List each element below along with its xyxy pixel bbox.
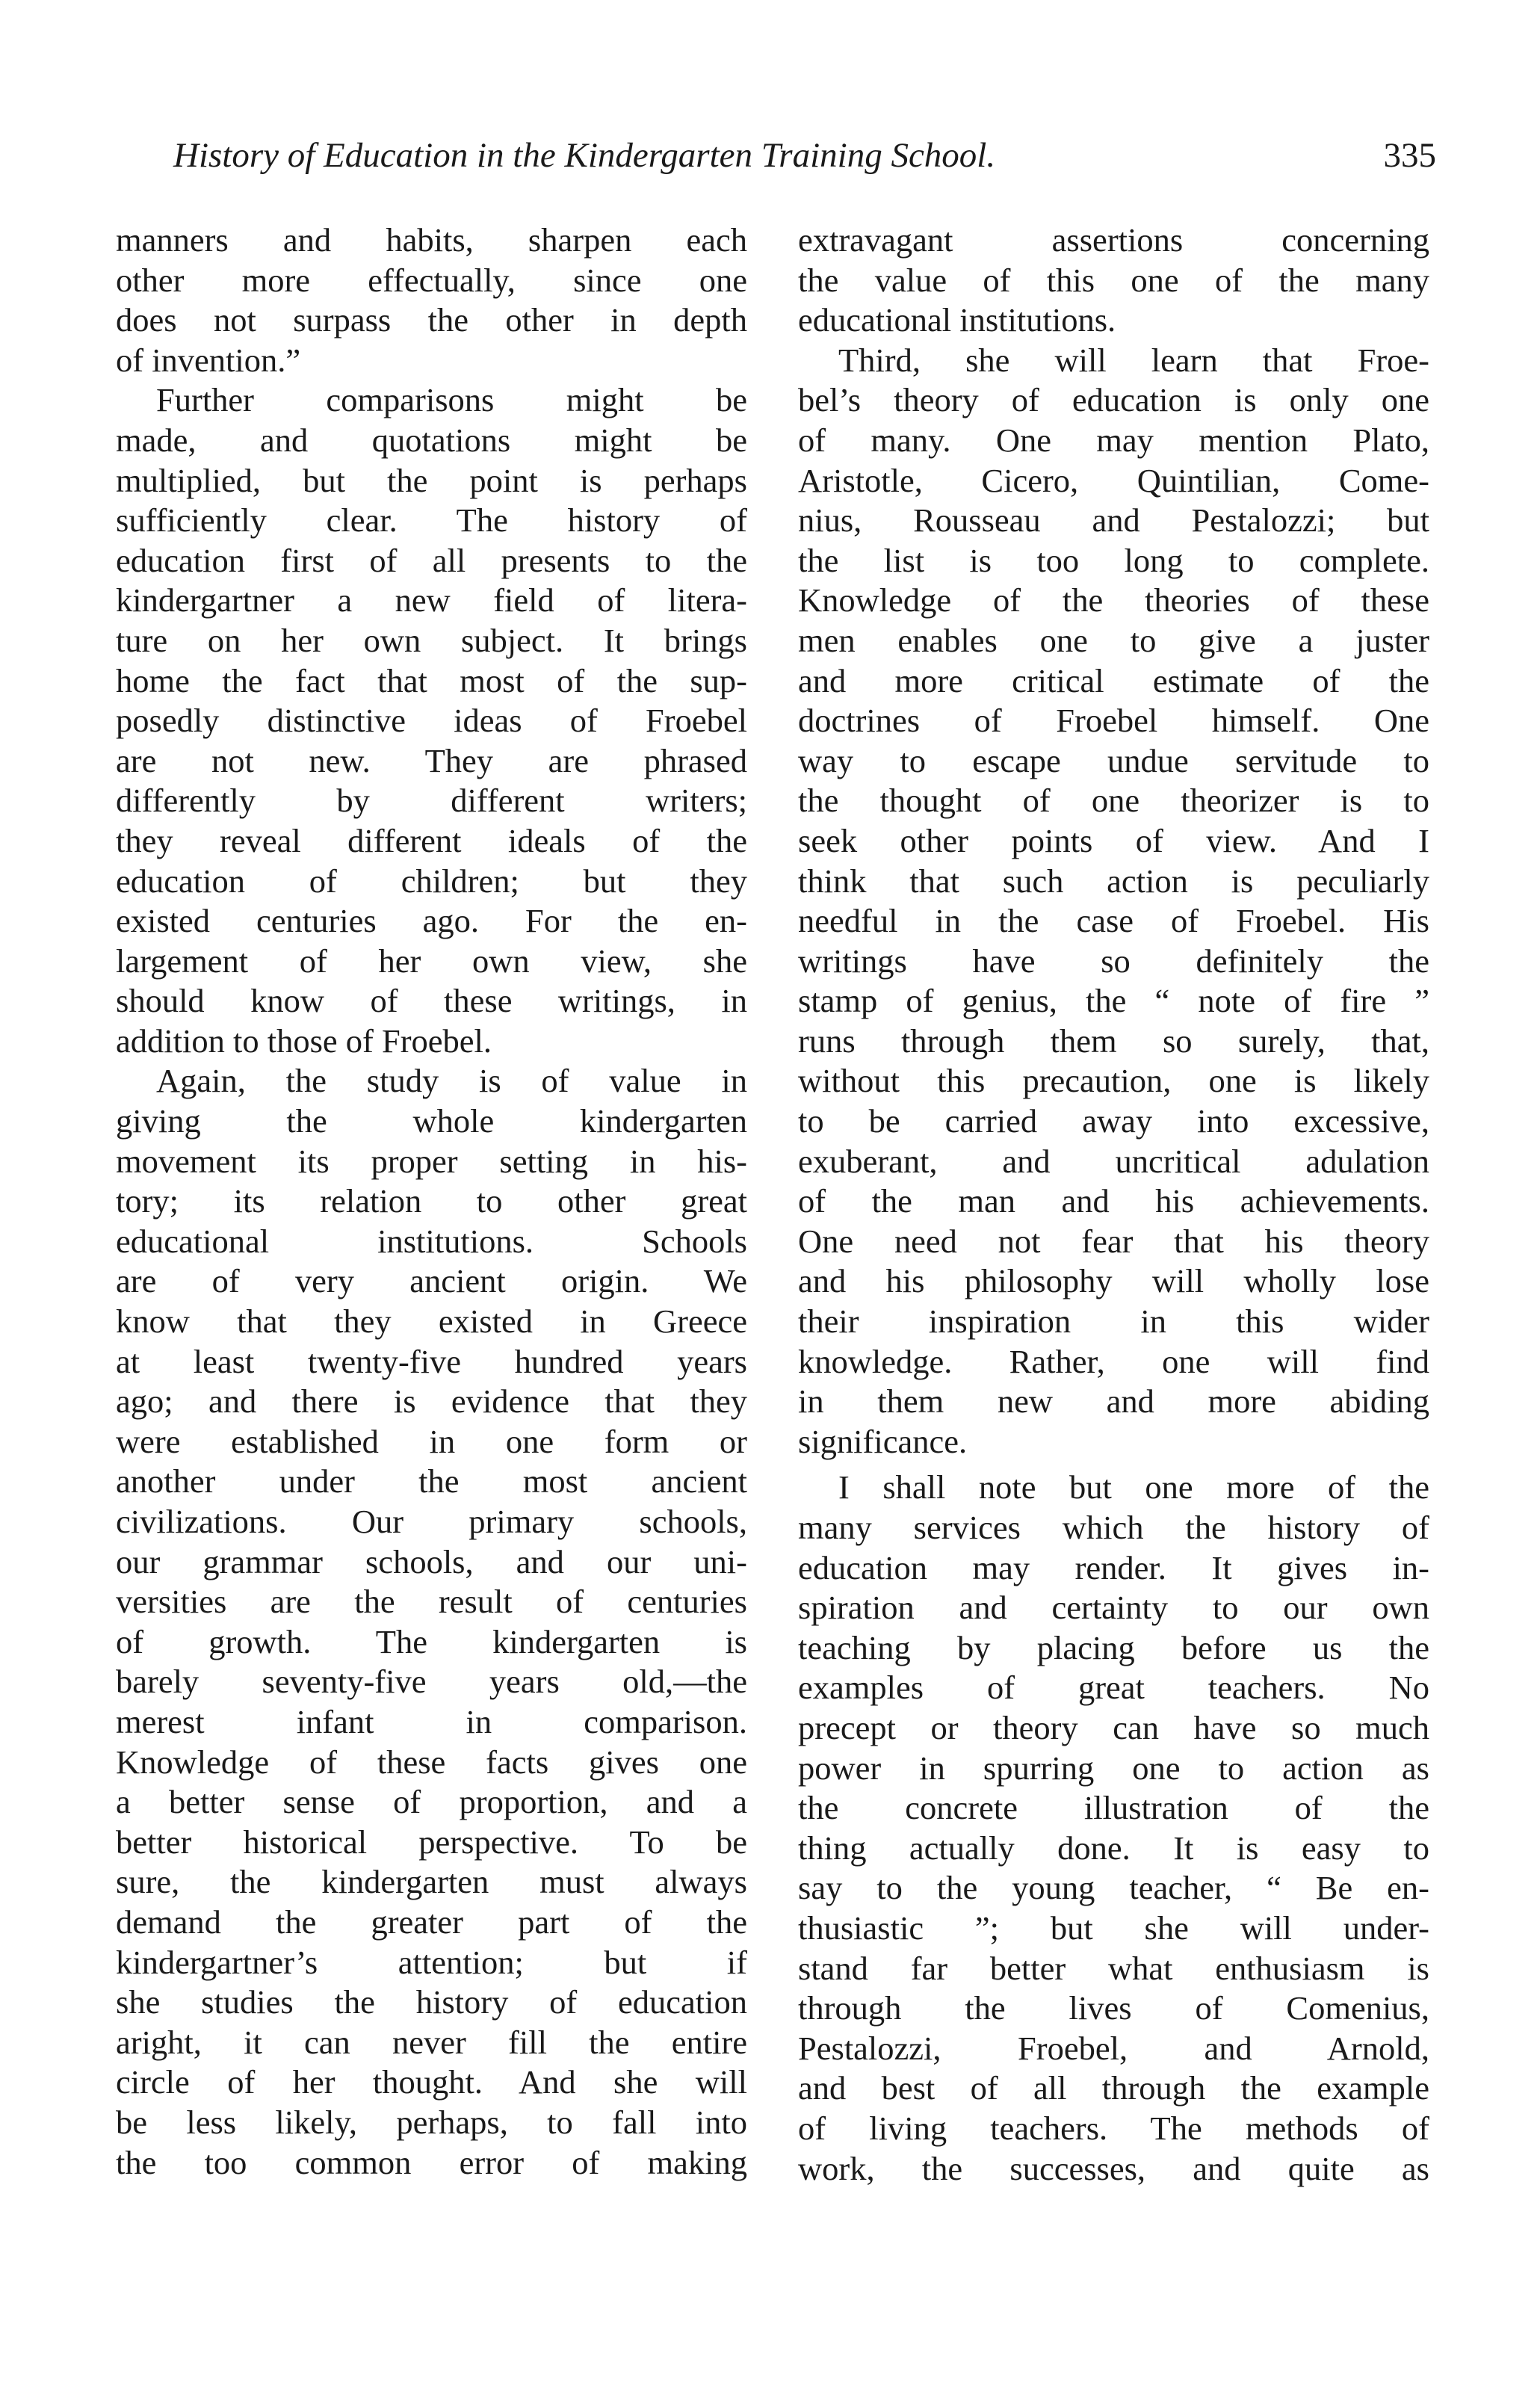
- left-column-line: barely seventy-five years old,—the: [116, 1663, 747, 1701]
- right-column-line: without this precaution, one is likely: [798, 1062, 1429, 1100]
- left-column-line: a better sense of proportion, and a: [116, 1783, 747, 1821]
- left-column-line: multiplied, but the point is perhaps: [116, 461, 747, 499]
- right-column-line: educational institutions.: [798, 301, 1116, 339]
- right-column-line: doctrines of Froebel himself. One: [798, 702, 1429, 740]
- left-column-line: sufficiently clear. The history of: [116, 501, 747, 540]
- right-column-line: writings have so definitely the: [798, 942, 1429, 980]
- right-column-line: extravagant assertions concerning: [798, 221, 1429, 259]
- left-column-line: addition to those of Froebel.: [116, 1022, 492, 1060]
- left-column-line: largement of her own view, she: [116, 942, 747, 980]
- left-column-line: sure, the kindergarten must always: [116, 1863, 747, 1901]
- right-column-line: Pestalozzi, Froebel, and Arnold,: [798, 2029, 1429, 2067]
- left-column-line: civilizations. Our primary schools,: [116, 1503, 747, 1540]
- right-column-line: many services which the history of: [798, 1509, 1429, 1546]
- left-column-line: our grammar schools, and our uni-: [116, 1542, 747, 1580]
- right-column-line: to be carried away into excessive,: [798, 1102, 1429, 1140]
- right-column-line: way to escape undue servitude to: [798, 741, 1429, 779]
- right-column-line: One need not fear that his theory: [798, 1222, 1429, 1260]
- right-column-line: runs through them so surely, that,: [798, 1022, 1429, 1060]
- left-column-line: educational institutions. Schools: [116, 1222, 747, 1260]
- right-column-line: and more critical estimate of the: [798, 661, 1429, 699]
- running-head: [173, 133, 1436, 178]
- right-column-line: and best of all through the example: [798, 2069, 1429, 2107]
- right-column-line: through the lives of Comenius,: [798, 1989, 1429, 2027]
- left-column-line: know that they existed in Greece: [116, 1302, 747, 1341]
- right-column-line: the thought of one theorizer is to: [798, 782, 1429, 820]
- right-column-line: and his philosophy will wholly lose: [798, 1262, 1429, 1300]
- left-column-line: differently by different writers;: [116, 782, 747, 820]
- right-column-line: stamp of genius, the “ note of fire ”: [798, 982, 1429, 1020]
- right-column-line: spiration and certainty to our own: [798, 1589, 1429, 1627]
- right-column-line: I shall note but one more of the: [838, 1468, 1429, 1506]
- right-column-line: exuberant, and uncritical adulation: [798, 1142, 1429, 1180]
- right-column-line: nius, Rousseau and Pestalozzi; but: [798, 501, 1429, 540]
- left-column: [116, 220, 747, 2183]
- left-column-line: other more effectually, since one: [116, 261, 747, 299]
- right-column-line: think that such action is peculiarly: [798, 862, 1429, 900]
- left-column-line: tory; its relation to other great: [116, 1182, 747, 1220]
- right-column-line: say to the young teacher, “ Be en-: [798, 1869, 1429, 1907]
- right-column-line: significance.: [798, 1422, 968, 1460]
- right-column-line: Knowledge of the theories of these: [798, 581, 1429, 619]
- left-column-line: versities are the result of centuries: [116, 1583, 747, 1621]
- left-column-line: of invention.”: [116, 341, 301, 379]
- left-column-line: posedly distinctive ideas of Froebel: [116, 702, 747, 740]
- left-column-line: ago; and there is evidence that they: [116, 1382, 747, 1421]
- right-column: [798, 220, 1429, 2189]
- left-column-line: Again, the study is of value in: [156, 1062, 747, 1100]
- right-column-line: needful in the case of Froebel. His: [798, 902, 1429, 940]
- left-column-line: circle of her thought. And she will: [116, 2063, 747, 2101]
- left-column-line: be less likely, perhaps, to fall into: [116, 2103, 747, 2141]
- left-column-line: manners and habits, sharpen each: [116, 221, 747, 259]
- left-column-line: are not new. They are phrased: [116, 741, 747, 779]
- left-column-line: giving the whole kindergarten: [116, 1102, 747, 1140]
- right-column-line: power in spurring one to action as: [798, 1749, 1429, 1787]
- right-column-line: Third, she will learn that Froe-: [838, 341, 1429, 379]
- left-column-line: they reveal different ideals of the: [116, 821, 747, 859]
- right-column-line: seek other points of view. And I: [798, 821, 1429, 859]
- right-column-line: knowledge. Rather, one will find: [798, 1342, 1429, 1380]
- left-column-line: better historical perspective. To be: [116, 1823, 747, 1861]
- right-column-line: men enables one to give a juster: [798, 621, 1429, 659]
- left-column-line: at least twenty-five hundred years: [116, 1342, 747, 1380]
- left-column-line: movement its proper setting in his-: [116, 1142, 747, 1180]
- left-column-line: the too common error of making: [116, 2143, 747, 2181]
- right-column-line: stand far better what enthusiasm is: [798, 1949, 1429, 1987]
- left-column-line: made, and quotations might be: [116, 421, 747, 459]
- left-column-line: education first of all presents to the: [116, 541, 747, 579]
- right-column-line: work, the successes, and quite as: [798, 2149, 1429, 2187]
- right-column-line: the concrete illustration of the: [798, 1789, 1429, 1827]
- left-column-line: kindergartner a new field of litera-: [116, 581, 747, 619]
- left-column-line: Knowledge of these facts gives one: [116, 1743, 747, 1781]
- right-column-line: thusiastic ”; but she will under-: [798, 1909, 1429, 1947]
- left-column-line: Further comparisons might be: [156, 381, 747, 419]
- left-column-line: education of children; but they: [116, 862, 747, 900]
- right-column-line: the list is too long to complete.: [798, 541, 1429, 579]
- running-head-title: History of Education in the Kindergarten Training School.: [173, 136, 996, 175]
- right-column-line: of the man and his achievements.: [798, 1182, 1429, 1220]
- left-column-line: she studies the history of education: [116, 1983, 747, 2021]
- left-column-line: home the fact that most of the sup-: [116, 661, 747, 699]
- left-column-line: merest infant in comparison.: [116, 1702, 747, 1740]
- right-column-line: the value of this one of the many: [798, 261, 1429, 299]
- left-column-line: demand the greater part of the: [116, 1903, 747, 1941]
- left-column-line: kindergartner’s attention; but if: [116, 1943, 747, 1981]
- right-column-line: education may render. It gives in-: [798, 1548, 1429, 1586]
- left-column-line: are of very ancient origin. We: [116, 1262, 747, 1300]
- left-column-line: should know of these writings, in: [116, 982, 747, 1020]
- page-number: 335: [1383, 136, 1436, 175]
- right-column-line: examples of great teachers. No: [798, 1669, 1429, 1707]
- left-column-line: ture on her own subject. It brings: [116, 621, 747, 659]
- right-column-line: of many. One may mention Plato,: [798, 421, 1429, 459]
- left-column-line: another under the most ancient: [116, 1462, 747, 1500]
- right-column-line: precept or theory can have so much: [798, 1708, 1429, 1746]
- left-column-line: of growth. The kindergarten is: [116, 1622, 747, 1660]
- right-column-line: thing actually done. It is easy to: [798, 1829, 1429, 1867]
- right-column-line: teaching by placing before us the: [798, 1628, 1429, 1666]
- left-column-line: does not surpass the other in depth: [116, 301, 747, 339]
- right-column-line: Aristotle, Cicero, Quintilian, Come-: [798, 461, 1429, 499]
- left-column-line: aright, it can never fill the entire: [116, 2023, 747, 2061]
- left-column-line: were established in one form or: [116, 1422, 747, 1460]
- right-column-line: bel’s theory of education is only one: [798, 381, 1429, 419]
- right-column-line: of living teachers. The methods of: [798, 2109, 1429, 2147]
- right-column-line: their inspiration in this wider: [798, 1302, 1429, 1341]
- left-column-line: existed centuries ago. For the en-: [116, 902, 747, 940]
- right-column-line: in them new and more abiding: [798, 1382, 1429, 1421]
